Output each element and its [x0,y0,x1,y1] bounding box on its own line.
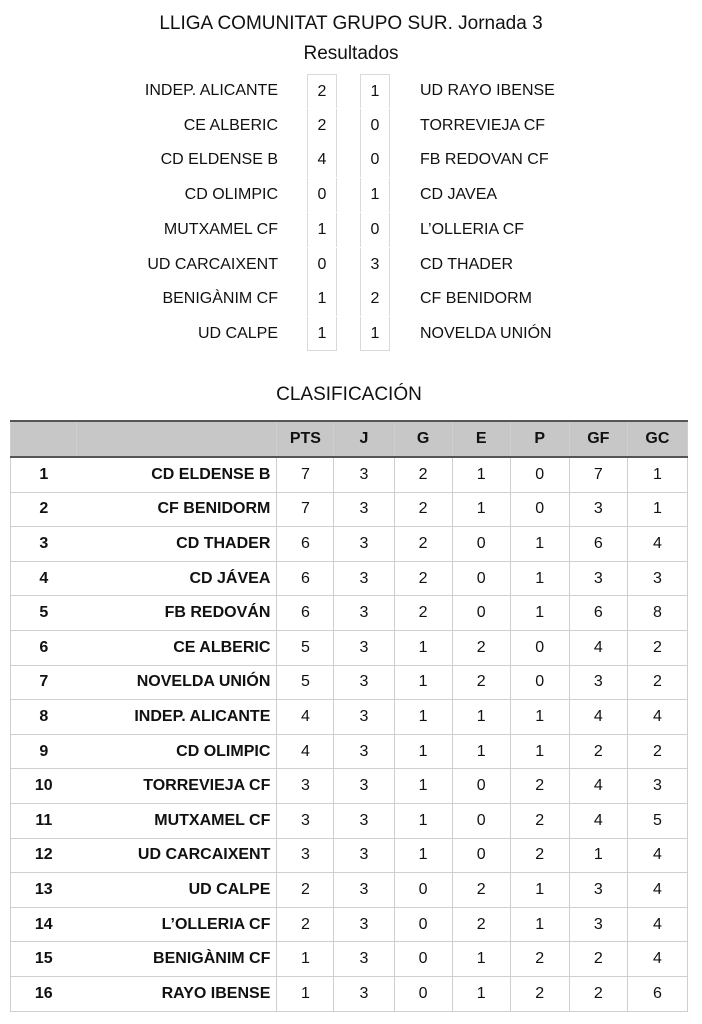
team-cell: NOVELDA UNIÓN [77,665,277,700]
home-score: 1 [307,282,337,316]
home-team: CD OLIMPIC [184,186,278,204]
away-score: 1 [360,317,390,351]
goals-for-cell: 6 [569,596,627,631]
points-cell: 4 [277,700,334,735]
table-row [11,665,688,700]
points-cell: 7 [277,457,334,492]
team-cell: TORREVIEJA CF [77,769,277,804]
table-row [11,838,688,873]
position-cell: 15 [11,942,77,977]
goals-against-cell: 3 [627,769,687,804]
points-cell: 7 [277,492,334,527]
won-cell: 1 [394,803,452,838]
points-cell: 6 [277,596,334,631]
won-cell: 1 [394,734,452,769]
drawn-cell: 2 [452,873,510,908]
won-cell: 2 [394,527,452,562]
away-score: 1 [360,178,390,212]
drawn-cell: 1 [452,457,510,492]
lost-cell: 2 [510,942,569,977]
away-team: CD JAVEA [420,186,498,204]
goals-against-cell: 2 [627,630,687,665]
points-cell: 3 [277,838,334,873]
goals-for-cell: 6 [569,527,627,562]
played-cell: 3 [334,873,394,908]
away-score: 1 [360,74,390,108]
result-row [0,109,702,143]
team-cell: L’OLLERIA CF [77,907,277,942]
goals-against-cell: 4 [627,907,687,942]
drawn-cell: 0 [452,596,510,631]
away-team: FB REDOVAN CF [420,151,549,169]
goals-against-cell: 4 [627,838,687,873]
team-cell: CD ELDENSE B [77,457,277,492]
won-cell: 2 [394,492,452,527]
played-cell: 3 [334,665,394,700]
result-row [0,282,702,316]
played-cell: 3 [334,492,394,527]
played-cell: 3 [334,942,394,977]
lost-cell: 1 [510,734,569,769]
table-row [11,942,688,977]
points-cell: 6 [277,561,334,596]
team-cell: MUTXAMEL CF [77,803,277,838]
goals-for-cell: 7 [569,457,627,492]
played-cell: 3 [334,457,394,492]
home-team: BENIGÀNIM CF [162,290,278,308]
played-cell: 3 [334,561,394,596]
drawn-cell: 0 [452,803,510,838]
lost-cell: 0 [510,630,569,665]
lost-cell: 0 [510,665,569,700]
goals-against-cell: 4 [627,700,687,735]
goals-for-cell: 4 [569,700,627,735]
drawn-cell: 1 [452,734,510,769]
played-cell: 3 [334,838,394,873]
played-cell: 3 [334,803,394,838]
result-row [0,143,702,177]
column-header: GF [569,421,627,457]
column-header [11,421,77,457]
home-score: 2 [307,74,337,108]
home-team: UD CARCAIXENT [147,255,278,273]
home-team: INDEP. ALICANTE [144,82,278,99]
team-cell: CD JÁVEA [77,561,277,596]
results-title: Resultados [303,43,399,64]
lost-cell: 1 [510,907,569,942]
home-team: UD CALPE [197,324,278,342]
won-cell: 1 [394,665,452,700]
goals-against-cell: 6 [627,976,687,1011]
won-cell: 2 [394,561,452,596]
lost-cell: 0 [510,492,569,527]
home-team: CD ELDENSE B [160,151,278,169]
away-team: CD THADER [420,255,514,273]
played-cell: 3 [334,907,394,942]
team-cell: RAYO IBENSE [77,976,277,1011]
team-cell: CD OLIMPIC [77,734,277,769]
goals-for-cell: 2 [569,942,627,977]
points-cell: 1 [277,976,334,1011]
drawn-cell: 2 [452,630,510,665]
lost-cell: 2 [510,803,569,838]
points-cell: 2 [277,873,334,908]
result-row [0,317,702,351]
lost-cell: 1 [510,561,569,596]
position-cell: 16 [11,976,77,1011]
column-header: GC [627,421,687,457]
column-header [77,421,277,457]
table-row [11,700,688,735]
drawn-cell: 1 [452,942,510,977]
table-row [11,769,688,804]
played-cell: 3 [334,976,394,1011]
position-cell: 6 [11,630,77,665]
team-cell: CD THADER [77,527,277,562]
table-row [11,492,688,527]
away-team: UD RAYO IBENSE [420,82,555,99]
team-cell: BENIGÀNIM CF [77,942,277,977]
home-team: MUTXAMEL CF [163,220,278,238]
goals-for-cell: 1 [569,838,627,873]
played-cell: 3 [334,700,394,735]
result-row [0,178,702,212]
away-score: 3 [360,248,390,282]
goals-for-cell: 3 [569,665,627,700]
goals-against-cell: 4 [627,873,687,908]
played-cell: 3 [334,734,394,769]
points-cell: 5 [277,630,334,665]
home-score: 2 [307,109,337,143]
table-row [11,873,688,908]
result-row [0,213,702,247]
drawn-cell: 1 [452,492,510,527]
home-score: 0 [307,248,337,282]
goals-against-cell: 1 [627,457,687,492]
drawn-cell: 0 [452,527,510,562]
won-cell: 2 [394,596,452,631]
home-score: 0 [307,178,337,212]
points-cell: 1 [277,942,334,977]
home-score: 4 [307,143,337,177]
won-cell: 1 [394,700,452,735]
position-cell: 8 [11,700,77,735]
goals-against-cell: 5 [627,803,687,838]
position-cell: 4 [11,561,77,596]
goals-against-cell: 8 [627,596,687,631]
column-header: J [334,421,394,457]
won-cell: 1 [394,630,452,665]
goals-for-cell: 3 [569,873,627,908]
points-cell: 6 [277,527,334,562]
home-score: 1 [307,317,337,351]
away-team: NOVELDA UNIÓN [420,324,552,342]
goals-against-cell: 3 [627,561,687,596]
away-score: 2 [360,282,390,316]
goals-against-cell: 2 [627,665,687,700]
table-row [11,527,688,562]
lost-cell: 2 [510,769,569,804]
result-row [0,248,702,282]
goals-for-cell: 2 [569,976,627,1011]
position-cell: 2 [11,492,77,527]
lost-cell: 2 [510,976,569,1011]
goals-for-cell: 3 [569,492,627,527]
table-row [11,596,688,631]
position-cell: 9 [11,734,77,769]
standings-header-row [11,421,688,457]
points-cell: 4 [277,734,334,769]
position-cell: 14 [11,907,77,942]
home-team: CE ALBERIC [183,116,278,134]
column-header: G [394,421,452,457]
lost-cell: 0 [510,457,569,492]
result-row [0,74,702,108]
column-header: PTS [277,421,334,457]
lost-cell: 1 [510,527,569,562]
position-cell: 10 [11,769,77,804]
position-cell: 12 [11,838,77,873]
played-cell: 3 [334,769,394,804]
table-row [11,907,688,942]
standings-title: CLASIFICACIÓN [276,384,422,405]
team-cell: UD CARCAIXENT [77,838,277,873]
won-cell: 0 [394,942,452,977]
position-cell: 13 [11,873,77,908]
table-row [11,457,688,492]
won-cell: 2 [394,457,452,492]
table-row [11,630,688,665]
lost-cell: 2 [510,838,569,873]
goals-for-cell: 2 [569,734,627,769]
away-score: 0 [360,109,390,143]
team-cell: FB REDOVÁN [77,596,277,631]
away-team: CF BENIDORM [420,290,532,308]
lost-cell: 1 [510,700,569,735]
away-team: TORREVIEJA CF [420,116,546,134]
standings-table [10,420,688,1012]
team-cell: CF BENIDORM [77,492,277,527]
away-score: 0 [360,143,390,177]
page-title: LLIGA COMUNITAT GRUPO SUR. Jornada 3 [159,13,543,34]
drawn-cell: 1 [452,700,510,735]
team-cell: UD CALPE [77,873,277,908]
won-cell: 0 [394,976,452,1011]
table-row [11,561,688,596]
drawn-cell: 2 [452,907,510,942]
drawn-cell: 0 [452,769,510,804]
won-cell: 1 [394,769,452,804]
goals-for-cell: 4 [569,803,627,838]
lost-cell: 1 [510,596,569,631]
team-cell: INDEP. ALICANTE [77,700,277,735]
team-cell: CE ALBERIC [77,630,277,665]
drawn-cell: 0 [452,561,510,596]
column-header: P [510,421,569,457]
played-cell: 3 [334,527,394,562]
points-cell: 5 [277,665,334,700]
drawn-cell: 0 [452,838,510,873]
won-cell: 1 [394,838,452,873]
won-cell: 0 [394,907,452,942]
table-row [11,803,688,838]
table-row [11,976,688,1011]
lost-cell: 1 [510,873,569,908]
played-cell: 3 [334,630,394,665]
points-cell: 3 [277,769,334,804]
goals-for-cell: 4 [569,769,627,804]
drawn-cell: 1 [452,976,510,1011]
away-team: L’OLLERIA CF [420,220,525,238]
won-cell: 0 [394,873,452,908]
position-cell: 11 [11,803,77,838]
position-cell: 1 [11,457,77,492]
points-cell: 3 [277,803,334,838]
position-cell: 7 [11,665,77,700]
played-cell: 3 [334,596,394,631]
position-cell: 3 [11,527,77,562]
goals-for-cell: 3 [569,561,627,596]
goals-for-cell: 3 [569,907,627,942]
column-header: E [452,421,510,457]
goals-against-cell: 1 [627,492,687,527]
drawn-cell: 2 [452,665,510,700]
goals-against-cell: 4 [627,527,687,562]
goals-against-cell: 2 [627,734,687,769]
points-cell: 2 [277,907,334,942]
table-row [11,734,688,769]
position-cell: 5 [11,596,77,631]
goals-for-cell: 4 [569,630,627,665]
away-score: 0 [360,213,390,247]
home-score: 1 [307,213,337,247]
goals-against-cell: 4 [627,942,687,977]
